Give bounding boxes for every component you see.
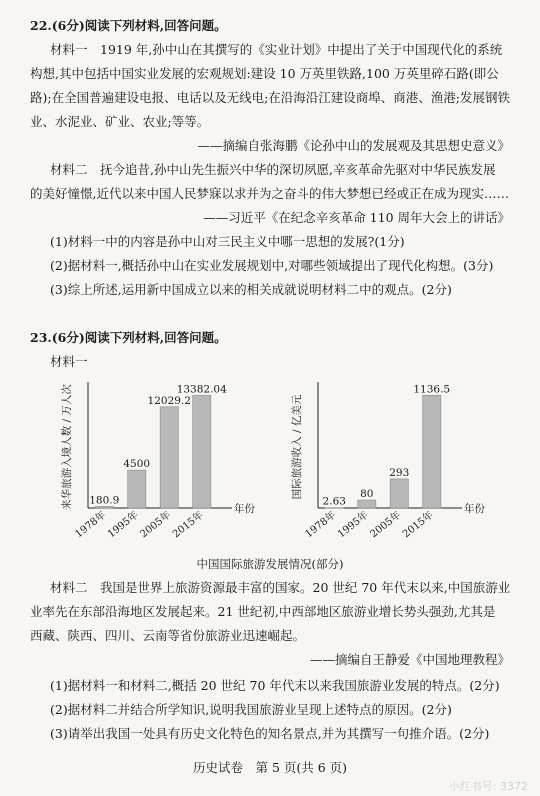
bar-value-label: 2.63 bbox=[322, 495, 346, 508]
x-tick-label: 1995年 bbox=[335, 509, 371, 541]
chart-bar bbox=[358, 500, 376, 508]
q22-material2-source: ——习近平《在纪念辛亥革命 110 周年大会上的讲话》 bbox=[203, 210, 510, 225]
x-tick-label: 2005年 bbox=[138, 509, 174, 541]
bar-value-label: 1136.5 bbox=[413, 383, 451, 396]
tourism-revenue-chart bbox=[290, 372, 500, 552]
q23-question-1: (1)据材料一和材料二,概括 20 世纪 70 年代末以来我国旅游业发展的特点。(2分) bbox=[50, 678, 500, 693]
q23-material2-line: 西藏、陕西、四川、云南等省份旅游业迅速崛起。 bbox=[30, 628, 306, 643]
bar-value-label: 12029.2 bbox=[147, 394, 191, 407]
chart-bar bbox=[390, 479, 408, 508]
q22-material1-line: 业、水泥业、矿业、农业;等等。 bbox=[30, 114, 210, 129]
chart-bar bbox=[193, 395, 211, 508]
x-tick-label: 2005年 bbox=[368, 509, 404, 541]
q23-material2-line: 材料二 我国是世界上旅游资源最丰富的国家。20 世纪 70 年代末以来,中国旅游业 bbox=[50, 580, 511, 595]
q22-material1-source: ——摘编自张海鹏《论孙中山的发展观及其思想史意义》 bbox=[197, 138, 510, 153]
q22-material1-line: 构想,其中包括中国实业发展的宏观规划:建设 10 万英里铁路,100 万英里碎石路(即公 bbox=[30, 66, 499, 81]
y-axis-label: 来华旅游入境人数 / 万人次 bbox=[61, 384, 73, 510]
q22-question-3: (3)综上所述,运用新中国成立以来的相关成就说明材料二中的观点。(2分) bbox=[50, 282, 452, 297]
chart-caption: 中国国际旅游发展情况(部分) bbox=[196, 557, 344, 571]
bar-value-label: 293 bbox=[389, 466, 410, 479]
q22-material1-line: 路);在全国普遍建设电报、电话以及无线电;在沿海沿江建设商埠、商港、渔港;发展钢铁 bbox=[30, 90, 511, 105]
bar-value-label: 80 bbox=[360, 488, 374, 501]
q22-question-2: (2)据材料一,概括孙中山在实业发展规划中,对哪些领域提出了现代化构想。(3分) bbox=[50, 258, 494, 273]
q23-header: 23.(6分)阅读下列材料,回答问题。 bbox=[30, 330, 227, 345]
x-tick-label: 1978年 bbox=[73, 509, 109, 541]
x-tick-label: 1995年 bbox=[105, 509, 141, 541]
inbound-tourists-chart bbox=[60, 372, 270, 552]
chart-bar bbox=[95, 506, 113, 508]
x-tick-label: 2015年 bbox=[400, 509, 436, 541]
q23-material2-line: 业率先在东部沿海地区发展起来。21 世纪初,中西部地区旅游业增长势头强劲,尤其是 bbox=[30, 604, 496, 619]
watermark: 小红书号: 3372 bbox=[448, 780, 528, 793]
q23-material1-label: 材料一 bbox=[50, 354, 88, 369]
q22-header: 22.(6分)阅读下列材料,回答问题。 bbox=[30, 18, 227, 33]
q22-material2-line: 的美好憧憬,近代以来中国人民梦寐以求并为之奋斗的伟大梦想已经或正在成为现实…… bbox=[30, 186, 509, 201]
x-tick-label: 2015年 bbox=[170, 509, 206, 541]
q22-material1-line: 材料一 1919 年,孙中山在其撰写的《实业计划》中提出了关于中国现代化的系统 bbox=[50, 42, 503, 57]
y-axis-label: 国际旅游收入 / 亿美元 bbox=[291, 394, 303, 500]
x-tick-label: 1978年 bbox=[303, 509, 339, 541]
chart-bar bbox=[160, 407, 178, 508]
bar-value-label: 4500 bbox=[123, 458, 151, 471]
q22-material2-line: 材料二 抚今追昔,孙中山先生振兴中华的深切夙愿,辛亥革命先驱对中华民族发展 bbox=[50, 162, 496, 177]
q23-question-3: (3)请举出我国一处具有历史文化特色的知名景点,并为其撰写一句推介语。(2分) bbox=[50, 726, 490, 741]
bar-value-label: 180.9 bbox=[89, 494, 120, 507]
q23-question-2: (2)据材料二并结合所学知识,说明我国旅游业呈现上述特点的原因。(2分) bbox=[50, 702, 452, 717]
q22-question-1: (1)材料一中的内容是孙中山对三民主义中哪一思想的发展?(1分) bbox=[50, 234, 405, 249]
chart-bar bbox=[325, 508, 343, 509]
q23-material2-source: ——摘编自王静爱《中国地理教程》 bbox=[309, 652, 510, 667]
chart-bar bbox=[128, 470, 146, 508]
bar-value-label: 13382.04 bbox=[176, 383, 227, 396]
x-axis-label: 年份 bbox=[464, 503, 485, 515]
x-axis-label: 年份 bbox=[234, 503, 255, 515]
page-footer: 历史试卷 第 5 页(共 6 页) bbox=[192, 760, 348, 775]
chart-bar bbox=[423, 395, 441, 508]
